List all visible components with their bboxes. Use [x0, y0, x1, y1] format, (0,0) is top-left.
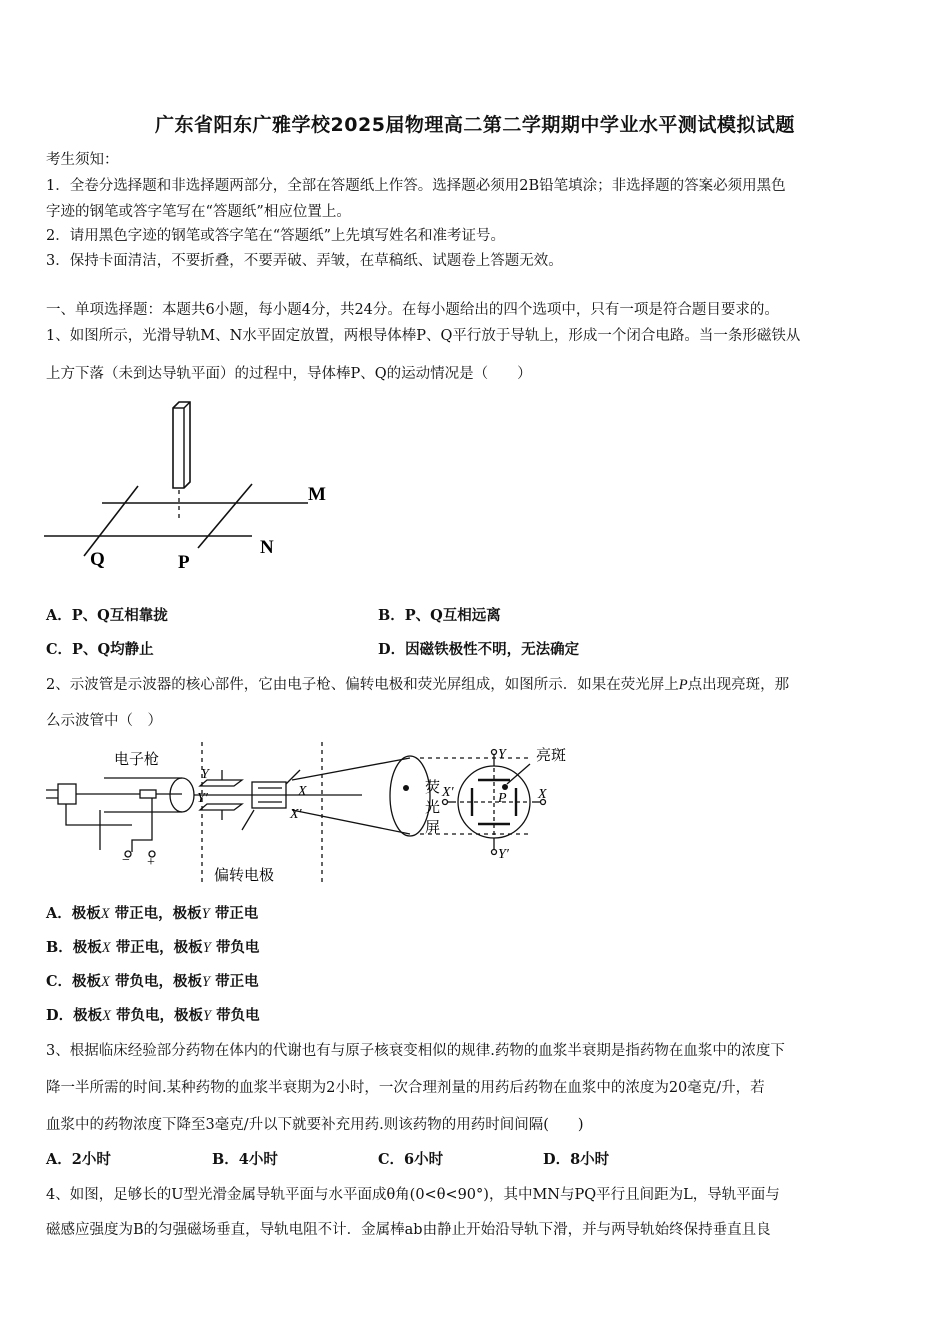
- q2-option-c[interactable]: [46, 972, 259, 992]
- plate-xp-label: X′: [290, 807, 302, 822]
- plate-x-label: X: [298, 784, 307, 799]
- spot-label: 亮斑: [536, 748, 567, 764]
- q4-text: 磁感应强度为B的匀强磁场垂直，导轨电阻不计．金属棒ab由静止开始沿导轨下滑，并与两导轨始终保持垂直且良: [46, 1222, 771, 1238]
- q3-text: 降一半所需的时间.某种药物的血浆半衰期为2小时，一次合理剂量的用药后药物在血浆中的浓度为20毫克/升，若: [46, 1080, 765, 1096]
- option-text: 带正电: [214, 905, 259, 922]
- option-text: 带正电: [215, 973, 259, 990]
- rod-q-label: Q: [90, 549, 105, 570]
- q2-text: 么示波管中（ ）: [46, 713, 162, 729]
- option-var: Y: [201, 974, 211, 990]
- option-text: 带正电，极板: [115, 939, 203, 956]
- q4-text: 4、如图，足够长的U型光滑金属导轨平面与水平面成θ角(0<θ<90°)，其中MN与PQ平行且间距为L，导轨平面与: [46, 1187, 780, 1203]
- q1-text: 1、如图所示，光滑导轨M、N水平固定放置，两根导体棒P、Q平行放于导轨上，形成一个闭合电路。当一条形磁铁从: [46, 328, 801, 344]
- rod-p-label: P: [178, 552, 190, 573]
- q1-rails-magnet-figure: [40, 398, 350, 580]
- screen-p-label: P: [498, 791, 507, 806]
- screen-y-label: Y: [498, 747, 506, 762]
- q3-text: 血浆中的药物浓度下降至3毫克/升以下就要补充用药.则该药物的用药时间间隔( ): [46, 1117, 584, 1133]
- notice-item: 字迹的钢笔或答字笔写在“答题纸”相应位置上。: [46, 204, 351, 220]
- option-text: 带负电: [215, 939, 260, 956]
- option-text: A．极板: [46, 905, 101, 922]
- screen-xp-label: X′: [442, 785, 454, 800]
- q1-text: 上方下落（未到达导轨平面）的过程中，导体棒P、Q的运动情况是（ ）: [46, 366, 532, 382]
- screen-label: 光: [425, 800, 441, 816]
- q2-text-part: 2、示波管是示波器的核心部件，它由电子枪、偏转电极和荧光屏组成，如图所示．如果在荧光屏上: [46, 677, 679, 693]
- q2-option-a[interactable]: [46, 904, 258, 924]
- q2-option-d[interactable]: [46, 1006, 260, 1026]
- option-text: 带正电，极板: [114, 905, 202, 922]
- q3-option-b[interactable]: B．4小时: [212, 1151, 278, 1168]
- option-var: X: [101, 940, 111, 956]
- gun-label: 电子枪: [114, 752, 160, 768]
- option-text: B．极板: [46, 939, 102, 956]
- q1-option-b[interactable]: B．P、Q互相远离: [378, 607, 501, 624]
- option-text: D．极板: [46, 1007, 103, 1024]
- exam-title: 广东省阳东广雅学校2025届物理高二第二学期期中学业水平测试模拟试题: [155, 114, 795, 136]
- notice-heading: 考生须知：: [46, 152, 119, 168]
- option-var: Y: [203, 1008, 212, 1024]
- q1-option-a[interactable]: A．P、Q互相靠拢: [46, 607, 168, 624]
- q2-text-part: 点出现亮斑，那: [687, 677, 790, 693]
- q2-option-b[interactable]: [46, 938, 259, 958]
- notice-item: 1．全卷分选择题和非选择题两部分，全部在答题纸上作答。选择题必须用2B铅笔填涂；非选择题的答案必须用黑色: [46, 178, 786, 194]
- electrodes-label: 偏转电极: [214, 868, 275, 884]
- option-var: X: [101, 974, 110, 990]
- section-heading: 一、单项选择题：本题共6小题，每小题4分，共24分。在每小题给出的四个选项中，只有一项是符合题目要求的。: [46, 302, 779, 318]
- option-text: 带负电，极板: [116, 1007, 203, 1024]
- q3-text: 3、根据临床经验部分药物在体内的代谢也有与原子核衰变相似的规律.药物的血浆半衰期是指药物在血浆中的浓度下: [46, 1043, 785, 1059]
- option-text: C．极板: [46, 973, 102, 990]
- q1-option-c[interactable]: C．P、Q均静止: [46, 641, 154, 658]
- plate-y-label: Y: [201, 767, 209, 782]
- notice-item: 2．请用黑色字迹的钢笔或答字笔在“答题纸”上先填写姓名和准考证号。: [46, 228, 506, 244]
- q2-oscilloscope-figure: [42, 740, 582, 888]
- rail-m-label: M: [308, 484, 326, 505]
- plus-label: +: [147, 855, 155, 870]
- option-var: Y: [202, 940, 211, 956]
- q2-text: [46, 675, 789, 695]
- rail-n-label: N: [260, 537, 274, 558]
- option-var: X: [100, 906, 110, 922]
- plate-yp-label: Y′: [197, 791, 208, 806]
- screen-label: 荧: [425, 780, 441, 796]
- q3-option-c[interactable]: C．6小时: [378, 1151, 444, 1168]
- q3-option-d[interactable]: D．8小时: [543, 1151, 610, 1168]
- option-var: Y: [201, 906, 210, 922]
- screen-x-label: X: [538, 787, 547, 802]
- option-text: 带负电，极板: [114, 973, 202, 990]
- minus-label: −: [122, 853, 130, 868]
- screen-yp-label: Y′: [498, 847, 509, 862]
- q1-option-d[interactable]: D．因磁铁极性不明，无法确定: [378, 641, 580, 658]
- q3-option-a[interactable]: A．2小时: [46, 1151, 111, 1168]
- option-text: 带负电: [216, 1007, 260, 1024]
- screen-label: 屏: [425, 820, 441, 836]
- q2-var-p: P: [678, 677, 688, 693]
- notice-item: 3．保持卡面清洁，不要折叠，不要弄破、弄皱，在草稿纸、试题卷上答题无效。: [46, 253, 563, 269]
- option-var: X: [102, 1008, 111, 1024]
